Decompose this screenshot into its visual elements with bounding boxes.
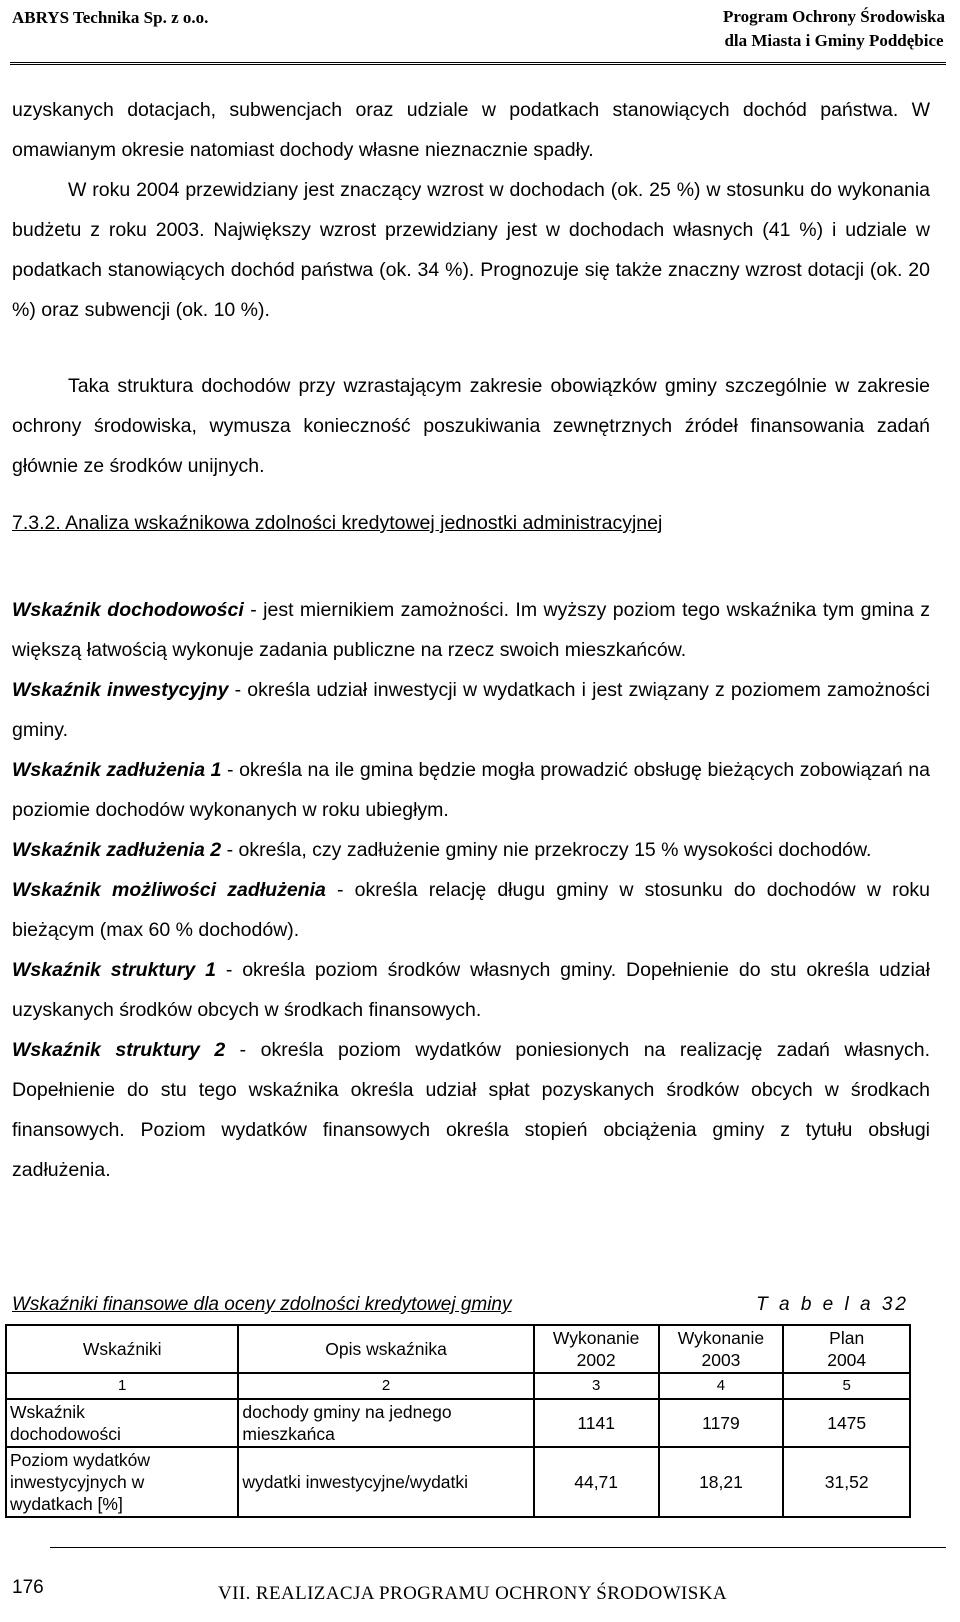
column-number-row bbox=[6, 1373, 910, 1399]
column-number: 2 bbox=[238, 1373, 533, 1399]
value-2002: 1141 bbox=[534, 1399, 659, 1447]
value-2003: 1179 bbox=[659, 1399, 784, 1447]
definition-text: - określa na ile gmina będzie mogła prowadzić obsługę bieżących zobowiązań na poziomie dochodów wykonanych w roku ubiegłym. bbox=[12, 759, 930, 821]
definition-item bbox=[12, 950, 930, 1030]
definition-term: Wskaźnik zadłużenia 2 bbox=[12, 839, 222, 861]
footer-chapter-title: VII. REALIZACJA PROGRAMU OCHRONY ŚRODOWISKA bbox=[218, 1583, 727, 1604]
column-number: 5 bbox=[783, 1373, 910, 1399]
definition-term: Wskaźnik struktury 2 bbox=[12, 1039, 226, 1061]
indicator-description: dochody gminy na jednego mieszkańca bbox=[238, 1399, 533, 1447]
indicator-description: wydatki inwestycyjne/wydatki bbox=[238, 1447, 533, 1517]
definition-item bbox=[12, 670, 930, 750]
table-caption bbox=[12, 1294, 909, 1316]
definition-text: - jest miernikiem zamożności. Im wyższy poziom tego wskaźnika tym gmina z większą łatwością wykonuje zadania publiczne na rzecz swoich mieszkańców. bbox=[12, 599, 930, 661]
table-header-row bbox=[6, 1325, 910, 1373]
column-header: Opis wskaźnika bbox=[238, 1325, 533, 1373]
table-row bbox=[6, 1399, 910, 1447]
column-number: 3 bbox=[534, 1373, 659, 1399]
definitions-list bbox=[12, 590, 930, 1190]
definition-term: Wskaźnik inwestycyjny bbox=[12, 679, 229, 701]
financial-indicators-table bbox=[5, 1324, 911, 1518]
column-header: Wykonanie 2003 bbox=[659, 1325, 784, 1373]
value-2004: 1475 bbox=[783, 1399, 910, 1447]
value-2002: 44,71 bbox=[534, 1447, 659, 1517]
page-number: 176 bbox=[12, 1577, 44, 1598]
section-heading: 7.3.2. Analiza wskaźnikowa zdolności kredytowej jednostki administracyjnej bbox=[12, 512, 663, 534]
value-2003: 18,21 bbox=[659, 1447, 784, 1517]
definition-text: - określa relację długu gminy w stosunku do dochodów w roku bieżącym (max 60 % dochodów). bbox=[12, 879, 931, 941]
definition-text: - określa udział inwestycji w wydatkach i jest związany z poziomem zamożności gminy. bbox=[12, 679, 931, 741]
column-header: Wskaźniki bbox=[6, 1325, 238, 1373]
column-header: Wykonanie 2002 bbox=[534, 1325, 659, 1373]
definition-text: - określa, czy zadłużenie gminy nie przekroczy 15 % wysokości dochodów. bbox=[221, 839, 872, 861]
value-2004: 31,52 bbox=[783, 1447, 910, 1517]
definition-text: - określa poziom środków własnych gminy. Dopełnienie do stu określa udział uzyskanych środków obcych w środkach finansowych. bbox=[12, 959, 930, 1021]
paragraph-3: Taka struktura dochodów przy wzrastającym zakresie obowiązków gminy szczególnie w zakresie ochrony środowiska, wymusza konieczność poszukiwania zewnętrznych źródeł finansowania zadań głównie ze środków unijnych. bbox=[12, 375, 930, 477]
definition-item bbox=[12, 750, 930, 830]
column-number: 1 bbox=[6, 1373, 238, 1399]
header-company: ABRYS Technika Sp. z o.o. bbox=[12, 8, 209, 27]
column-header: Plan 2004 bbox=[783, 1325, 910, 1373]
definition-item bbox=[12, 830, 930, 870]
indicator-name: Wskaźnik dochodowości bbox=[6, 1399, 238, 1447]
footer-rule bbox=[50, 1547, 946, 1548]
indicator-name: Poziom wydatków inwestycyjnych w wydatkach [%] bbox=[6, 1447, 238, 1517]
table-label: T a b e l a 32 bbox=[756, 1294, 909, 1315]
definition-term: Wskaźnik możliwości zadłużenia bbox=[12, 879, 326, 901]
header-program bbox=[723, 5, 945, 53]
definition-text: - określa poziom wydatków poniesionych na realizację zadań własnych. Dopełnienie do stu tego wskaźnika określa udział spłat pozyskanych środków obcych w środkach finansowych. Poziom wydatków finansowych określa stopień obciążenia gminy z tytułu obsługi zadłużenia. bbox=[12, 1039, 930, 1181]
table-row bbox=[6, 1447, 910, 1517]
table-caption-title: Wskaźniki finansowe dla oceny zdolności kredytowej gminy bbox=[12, 1294, 512, 1315]
header-program-line2: dla Miasta i Gminy Poddębice bbox=[724, 31, 944, 50]
paragraph-1: uzyskanych dotacjach, subwencjach oraz udziale w podatkach stanowiących dochód państwa. W omawianym okresie natomiast dochody własne nieznacznie spadły. bbox=[12, 99, 930, 161]
definition-term: Wskaźnik struktury 1 bbox=[12, 959, 216, 981]
header-program-line1: Program Ochrony Środowiska bbox=[723, 7, 945, 26]
definition-term: Wskaźnik zadłużenia 1 bbox=[12, 759, 222, 781]
definition-term: Wskaźnik dochodowości bbox=[12, 599, 244, 621]
paragraph-2: W roku 2004 przewidziany jest znaczący wzrost w dochodach (ok. 25 %) w stosunku do wykonania budżetu z roku 2003. Największy wzrost przewidziany jest w dochodach własnych (41 %) i udziale w podatkach stanowiących dochód państwa (ok. 34 %). Prognozuje się także znaczny wzrost dotacji (ok. 20 %) oraz subwencji (ok. 10 %). bbox=[12, 179, 930, 321]
definition-item bbox=[12, 870, 930, 950]
paragraph-income bbox=[12, 90, 930, 330]
header-rule bbox=[10, 62, 946, 65]
definition-item bbox=[12, 590, 930, 670]
definition-item bbox=[12, 1030, 930, 1190]
column-number: 4 bbox=[659, 1373, 784, 1399]
